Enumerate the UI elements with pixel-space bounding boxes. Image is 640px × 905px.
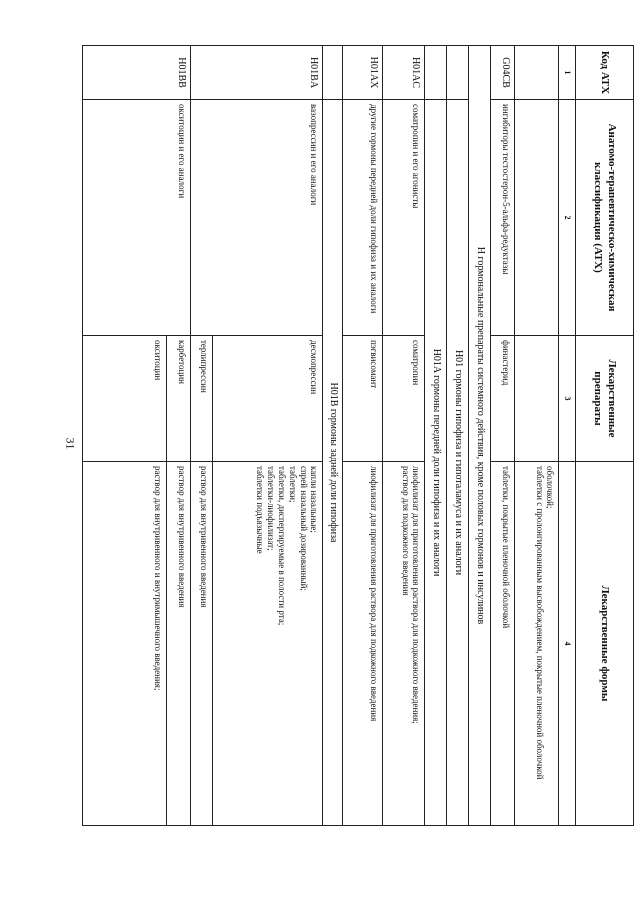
form-item: оболочкой; [545, 466, 556, 509]
column-number-row [559, 46, 576, 826]
form-item: таблетки с пролонгированным высвобождением, покрытые пленочной оболочкой [534, 466, 545, 780]
drug-name: окситоцин [83, 336, 167, 462]
form-item: спрей назальный дозированный; [298, 466, 309, 591]
atc-group: другие гормоны передней доли гипофиза и их аналоги [343, 100, 383, 336]
form-item: таблетки; [287, 466, 298, 503]
section-title: H01 гормоны гипофиза и гипоталамуса и их аналоги [447, 100, 469, 826]
form-item: таблетки подъязычные [255, 466, 266, 554]
forms-cell: раствор для внутривенного введения [167, 462, 191, 826]
atc-group: соматропин и его агонисты [383, 100, 425, 336]
table-row [383, 46, 425, 826]
atc-code: H01BA [191, 46, 323, 100]
section-title: H01A гормоны передней доли гипофиза и их аналоги [425, 100, 447, 826]
forms-cell: лиофилизат для приготовления раствора для подкожного введения [343, 462, 383, 826]
forms-cell: раствор для внутривенного введения [191, 462, 213, 826]
atc-code: H01AC [383, 46, 425, 100]
drug-name: терлипрессин [191, 336, 213, 462]
col-number-3: 3 [559, 336, 576, 462]
table-row [213, 46, 323, 826]
drug-name: десмопрессин [213, 336, 323, 462]
header-code: Код АТХ [576, 46, 634, 100]
form-item: таблетки, диспергируемые в полости рта; [277, 466, 288, 626]
table-row [167, 46, 191, 826]
forms-cell [383, 462, 425, 826]
atc-code: H01BB [83, 46, 191, 100]
forms-cell [213, 462, 323, 826]
rotated-page-content [82, 45, 634, 825]
table-row [515, 46, 559, 826]
form-item: раствор для подкожного введения [400, 466, 411, 596]
drug-name: соматропин [383, 336, 425, 462]
form-item: таблетки-лиофилизат; [266, 466, 277, 551]
section-title: H01B гормоны задней доли гипофиза [323, 100, 343, 826]
section-row [425, 46, 447, 826]
forms-cell: раствор для внутривенного и внутримышечного введения; [83, 462, 167, 826]
form-item: капли назальные; [309, 466, 320, 533]
atc-group: ингибиторы тестостерон-5-альфа-редуктазы [491, 100, 515, 336]
atc-code: G04CB [491, 46, 515, 100]
atc-group: окситоцин и его аналоги [83, 100, 191, 336]
drug-name: карбетоцин [167, 336, 191, 462]
atc-group: вазопрессин и его аналоги [191, 100, 323, 336]
page-number: 31 [63, 437, 78, 450]
section-row [447, 46, 469, 826]
drug-name: финастерид [491, 336, 515, 462]
atc-code: H01AX [343, 46, 383, 100]
col-number-1: 1 [559, 46, 576, 100]
header-forms: Лекарственные формы [576, 462, 634, 826]
section-row [469, 46, 491, 826]
col-number-4: 4 [559, 462, 576, 826]
section-title: H гормональные препараты системного действия, кроме половых гормонов и инсулинов [469, 46, 491, 826]
atc-table [82, 45, 634, 826]
forms-cell: таблетки, покрытые пленочной оболочкой [491, 462, 515, 826]
form-item: лиофилизат для приготовления раствора для подкожного введения; [411, 466, 422, 724]
table-row [491, 46, 515, 826]
col-number-2: 2 [559, 100, 576, 336]
forms-cell [515, 462, 559, 826]
section-row [323, 46, 343, 826]
table-row [343, 46, 383, 826]
drug-name: пэгвисомант [343, 336, 383, 462]
table-header-row [576, 46, 634, 826]
header-drugs: Лекарственные препараты [576, 336, 634, 462]
header-atc: Анатомо-терапевтическо-химическая классификация (АТХ) [576, 100, 634, 336]
